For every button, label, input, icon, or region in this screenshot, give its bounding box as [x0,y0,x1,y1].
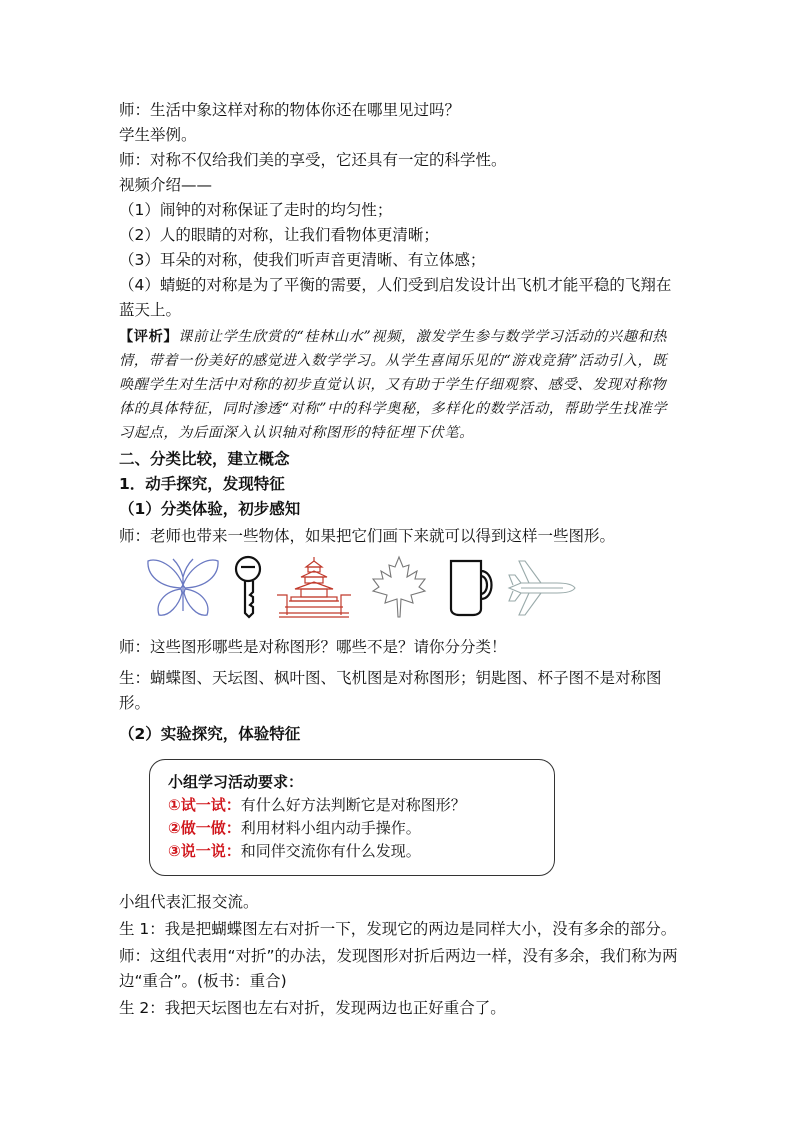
box-item-number: ② [168,819,181,837]
box-item [168,840,536,863]
sub-subsection-heading: （2）实验探究，体验特征 [119,725,301,743]
box-item-text: 利用材料小组内动手操作。 [240,819,421,837]
figure-strip [145,555,679,625]
temple-of-heaven-icon [273,555,355,621]
list-item: （1）闹钟的对称保证了走时的均匀性； [119,201,393,219]
paragraph: 师：对称不仅给我们美的享受，它还具有一定的科学性。 [119,151,507,169]
cup-icon [447,555,499,617]
list-item: （4）蜻蜓的对称是为了平衡的需要，人们受到启发设计出飞机才能平稳的飞翔在蓝天上。 [119,276,672,319]
paragraph: 师：这些图形哪些是对称图形？哪些不是？请你分分类！ [119,638,507,656]
paragraph: 师：这组代表用“对折”的办法，发现图形对折后两边一样，没有多余，我们称为两边“重合”。(板书：重合) [119,947,678,990]
sub-subsection-heading: （1）分类体验，初步感知 [119,500,301,518]
airplane-icon [507,555,577,621]
list-item: （3）耳朵的对称，使我们听声音更清晰、有立体感； [119,251,486,269]
box-item-text: 有什么好方法判断它是对称图形？ [240,796,466,814]
box-item-label: 做一做： [180,819,241,837]
list-item: （2）人的眼睛的对称，让我们看物体更清晰； [119,226,439,244]
key-icon [231,555,265,621]
activity-requirements-box [149,759,555,876]
maple-leaf-icon [367,555,431,621]
paragraph: 学生举例。 [119,126,197,144]
butterfly-icon [145,555,221,621]
box-item-number: ① [168,796,181,814]
paragraph: 小组代表汇报交流。 [119,893,259,911]
paragraph: 师：老师也带来一些物体，如果把它们画下来就可以得到这样一些图形。 [119,527,616,545]
subsection-heading: 1．动手探究，发现特征 [119,475,285,493]
paragraph: 生 1：我是把蝴蝶图左右对折一下，发现它的两边是同样大小，没有多余的部分。 [119,920,677,938]
box-item-number: ③ [168,842,181,860]
commentary-text: 课前让学生欣赏的“桂林山水”视频，激发学生参与数学学习活动的兴趣和热情，带着一份美好的感觉进入数学学习。从学生喜闻乐见的“游戏竞猜”活动引入，既唤醒学生对生活中对称的初步直觉认识，又有助于学生仔细观察、感受、发现对称物体的具体特征，同时渗透“对称”中的科学奥秘，多样化的数学活动，帮助学生找准学习起点，为后面深入认识轴对称图形的特征埋下伏笔。 [119,329,668,441]
box-item [168,794,536,817]
document-page [119,98,679,1021]
paragraph: 师：生活中象这样对称的物体你还在哪里见过吗？ [119,101,461,119]
paragraph: 生：蝴蝶图、天坛图、枫叶图、飞机图是对称图形；钥匙图、杯子图不是对称图形。 [119,669,662,712]
commentary-tag: 【评析】 [119,329,179,345]
box-item-text: 和同伴交流你有什么发现。 [240,842,421,860]
section-heading: 二、分类比较，建立概念 [119,450,290,468]
commentary-block [119,325,679,445]
box-title: 小组学习活动要求： [168,773,304,791]
paragraph: 生 2：我把天坛图也左右对折，发现两边也正好重合了。 [119,999,506,1017]
paragraph: 视频介绍—— [119,176,213,194]
box-item [168,817,536,840]
box-item-label: 试一试： [180,796,241,814]
box-item-label: 说一说： [180,842,241,860]
